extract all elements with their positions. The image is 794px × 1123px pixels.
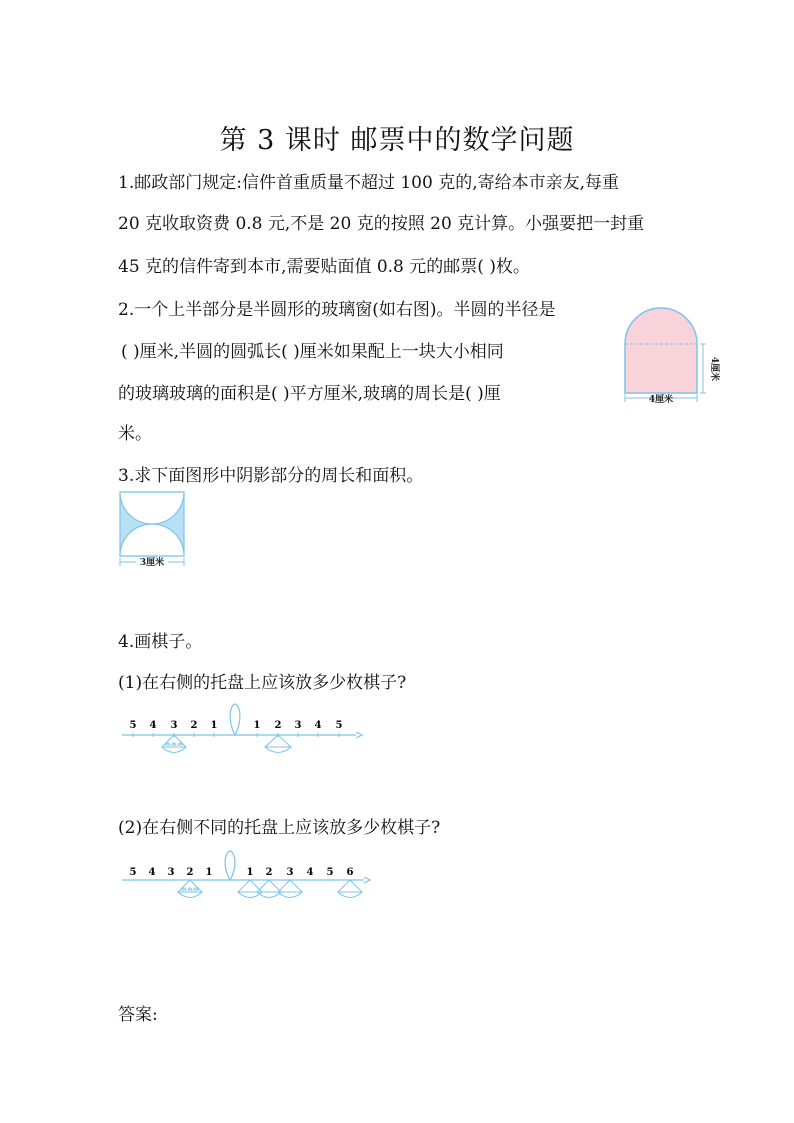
scale2-left-tick: 5 — [129, 867, 137, 878]
scale1-right-tick: 4 — [314, 720, 322, 731]
scale2-left-tray — [178, 880, 202, 898]
scale1-left-tray — [153, 735, 194, 753]
q1-line-3: 45 克的信件寄到本市,需要贴面值 0.8 元的邮票( )枚。 — [118, 257, 530, 277]
scale2-left-tick: 4 — [148, 867, 156, 878]
scale1-left-tick: 3 — [170, 720, 178, 731]
scale2-left-tick: 2 — [186, 867, 194, 878]
window-height-label: 4厘米 — [709, 356, 719, 382]
scale2-right-tick: 2 — [265, 867, 273, 878]
scale2-right-tick: 3 — [286, 867, 294, 878]
q1-line-1: 1.邮政部门规定:信件首重质量不超过 100 克的,寄给本市亲友,每重 — [118, 173, 620, 193]
square-width-label: 3厘米 — [139, 558, 165, 568]
scale2-left-pieces — [182, 888, 198, 890]
scale2-right-tray-6 — [338, 880, 362, 898]
balance-scale-1 — [118, 700, 368, 760]
q4-part-1: (1)在右侧的托盘上应该放多少枚棋子? — [118, 673, 407, 693]
shaded-square-figure — [116, 488, 190, 574]
q1-line-2: 20 克收取资费 0.8 元,不是 20 克的按照 20 克计算。小强要把一封重 — [118, 214, 645, 234]
scale1-right-tick: 3 — [294, 720, 302, 731]
page-title: 第 3 课时 邮票中的数学问题 — [219, 125, 575, 156]
q4-part-2: (2)在右侧不同的托盘上应该放多少枚棋子? — [118, 818, 441, 838]
window-width-label: 4厘米 — [648, 395, 674, 405]
scale1-right-tick: 1 — [253, 720, 261, 731]
scale1-right-tick: 2 — [274, 720, 282, 731]
scale2-left-tick: 3 — [167, 867, 175, 878]
scale1-left-pieces — [166, 743, 182, 745]
scale1-right-tick: 5 — [335, 720, 343, 731]
scale2-right-tick: 1 — [246, 867, 254, 878]
scale1-left-tick: 5 — [129, 720, 137, 731]
window-figure — [616, 294, 719, 408]
q2-line-4: 米。 — [118, 424, 152, 444]
balance-scale-2 — [118, 848, 374, 906]
scale1-left-tick: 1 — [210, 720, 218, 731]
q2-line-2: ( )厘米,半圆的圆弧长( )厘米如果配上一块大小相同 — [121, 342, 504, 362]
q2-line-1: 2.一个上半部分是半圆形的玻璃窗(如右图)。半圆的半径是 — [118, 300, 556, 320]
q2-line-3: 的玻璃玻璃的面积是( )平方厘米,玻璃的周长是( )厘 — [118, 384, 501, 404]
scale1-left-tick: 4 — [149, 720, 157, 731]
scale2-left-tick: 1 — [205, 867, 213, 878]
answer-label: 答案: — [118, 1005, 158, 1025]
scale2-right-tray-3 — [278, 880, 302, 898]
scale2-right-tick: 4 — [306, 867, 314, 878]
q4-heading: 4.画棋子。 — [118, 632, 203, 652]
scale2-right-tray-2 — [257, 880, 281, 898]
scale1-left-tick: 2 — [190, 720, 198, 731]
q3-text: 3.求下面图形中阴影部分的周长和面积。 — [118, 466, 424, 486]
scale2-right-tick: 5 — [326, 867, 334, 878]
scale2-right-tray-1 — [238, 880, 262, 898]
scale2-right-tick: 6 — [346, 867, 354, 878]
scale1-right-tray — [265, 735, 291, 753]
